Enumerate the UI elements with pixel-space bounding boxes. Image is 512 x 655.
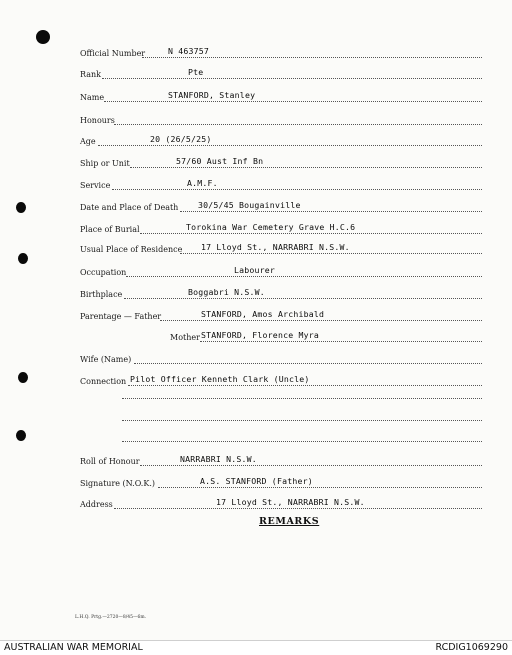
fill-line [126,276,482,277]
fill-line [102,78,482,79]
honours-row [0,115,512,129]
roll-of-honour-value: NARRABRI N.S.W. [180,454,257,464]
age-value: 20 (26/5/25) [150,134,212,144]
ship-or-unit-label: Ship or Unit [80,159,130,168]
honours-label: Honours [80,116,115,125]
connection-label: Connection [80,377,127,386]
fill-line [122,441,482,442]
ship-or-unit-value: 57/60 Aust Inf Bn [176,156,264,166]
address-label: Address [80,500,113,509]
blank-line [0,411,512,425]
address-value: 17 Lloyd St., NARRABRI N.S.W. [216,497,365,507]
roll-of-honour-label: Roll of Honour [80,457,140,466]
rank-label: Rank [80,70,101,79]
date-place-death-value: 30/5/45 Bougainville [198,200,301,210]
official-number-row [0,48,512,62]
ship-or-unit-row [0,158,512,172]
usual-residence-value: 17 Lloyd St., NARRABRI N.S.W. [201,242,350,252]
official-number-label: Official Number [80,49,146,58]
fill-line [200,341,482,342]
fill-line [158,487,482,488]
roll-of-honour-row [0,456,512,470]
age-row [0,136,512,150]
fill-line [134,363,482,364]
fill-line [104,101,482,102]
blank-line [0,432,512,446]
fill-line [180,253,482,254]
service-row [0,180,512,194]
fill-line [112,189,482,190]
print-code: L.H.Q. Prtg.—2720—8/45—6m. [75,615,147,620]
fill-line [140,233,482,234]
fill-line [124,298,482,299]
birthplace-row [0,289,512,303]
fill-line [122,420,482,421]
signature-nok-row [0,478,512,492]
age-label: Age [80,137,96,146]
name-label: Name [80,93,105,102]
father-value: STANFORD, Amos Archibald [201,309,325,319]
service-label: Service [80,181,111,190]
rank-row [0,69,512,83]
service-value: A.M.F. [187,178,218,188]
blank-line [0,389,512,403]
fill-line [142,57,482,58]
mother-row [0,332,512,346]
footer-institution: AUSTRALIAN WAR MEMORIAL [4,642,143,653]
punch-hole [36,30,50,44]
wife-row [0,354,512,368]
footer-record-id: RCDIG1069290 [435,642,508,653]
address-row [0,499,512,513]
date-place-death-label: Date and Place of Death [80,203,179,212]
usual-residence-label: Usual Place of Residence [80,245,183,254]
archive-footer [0,640,512,655]
fill-line [122,398,482,399]
occupation-value: Labourer [234,265,276,275]
official-number-value: N 463757 [168,46,210,56]
fill-line [114,124,482,125]
remarks-heading: REMARKS [259,516,320,527]
wife-label: Wife (Name) [80,355,132,364]
fill-line [98,145,482,146]
fill-line [140,465,482,466]
fill-line [160,320,482,321]
rank-value: Pte [188,67,204,77]
occupation-row [0,267,512,281]
signature-nok-label: Signature (N.O.K.) [80,479,155,488]
date-place-death-row [0,202,512,216]
place-of-burial-row [0,224,512,238]
connection-row [0,376,512,390]
name-row [0,92,512,106]
fill-line [114,508,482,509]
father-label: Parentage — Father [80,312,162,321]
connection-value: Pilot Officer Kenneth Clark (Uncle) [130,374,310,384]
usual-residence-row [0,244,512,258]
fill-line [180,211,482,212]
mother-label: Mother [170,333,200,342]
birthplace-value: Boggabri N.S.W. [188,287,265,297]
signature-nok-value: A.S. STANFORD (Father) [200,476,313,486]
occupation-label: Occupation [80,268,127,277]
name-value: STANFORD, Stanley [168,90,256,100]
place-of-burial-label: Place of Burial [80,225,140,234]
mother-value: STANFORD, Florence Myra [201,330,319,340]
birthplace-label: Birthplace [80,290,123,299]
place-of-burial-value: Torokina War Cemetery Grave H.C.6 [186,222,356,232]
fill-line [128,385,482,386]
fill-line [130,167,482,168]
father-row [0,311,512,325]
